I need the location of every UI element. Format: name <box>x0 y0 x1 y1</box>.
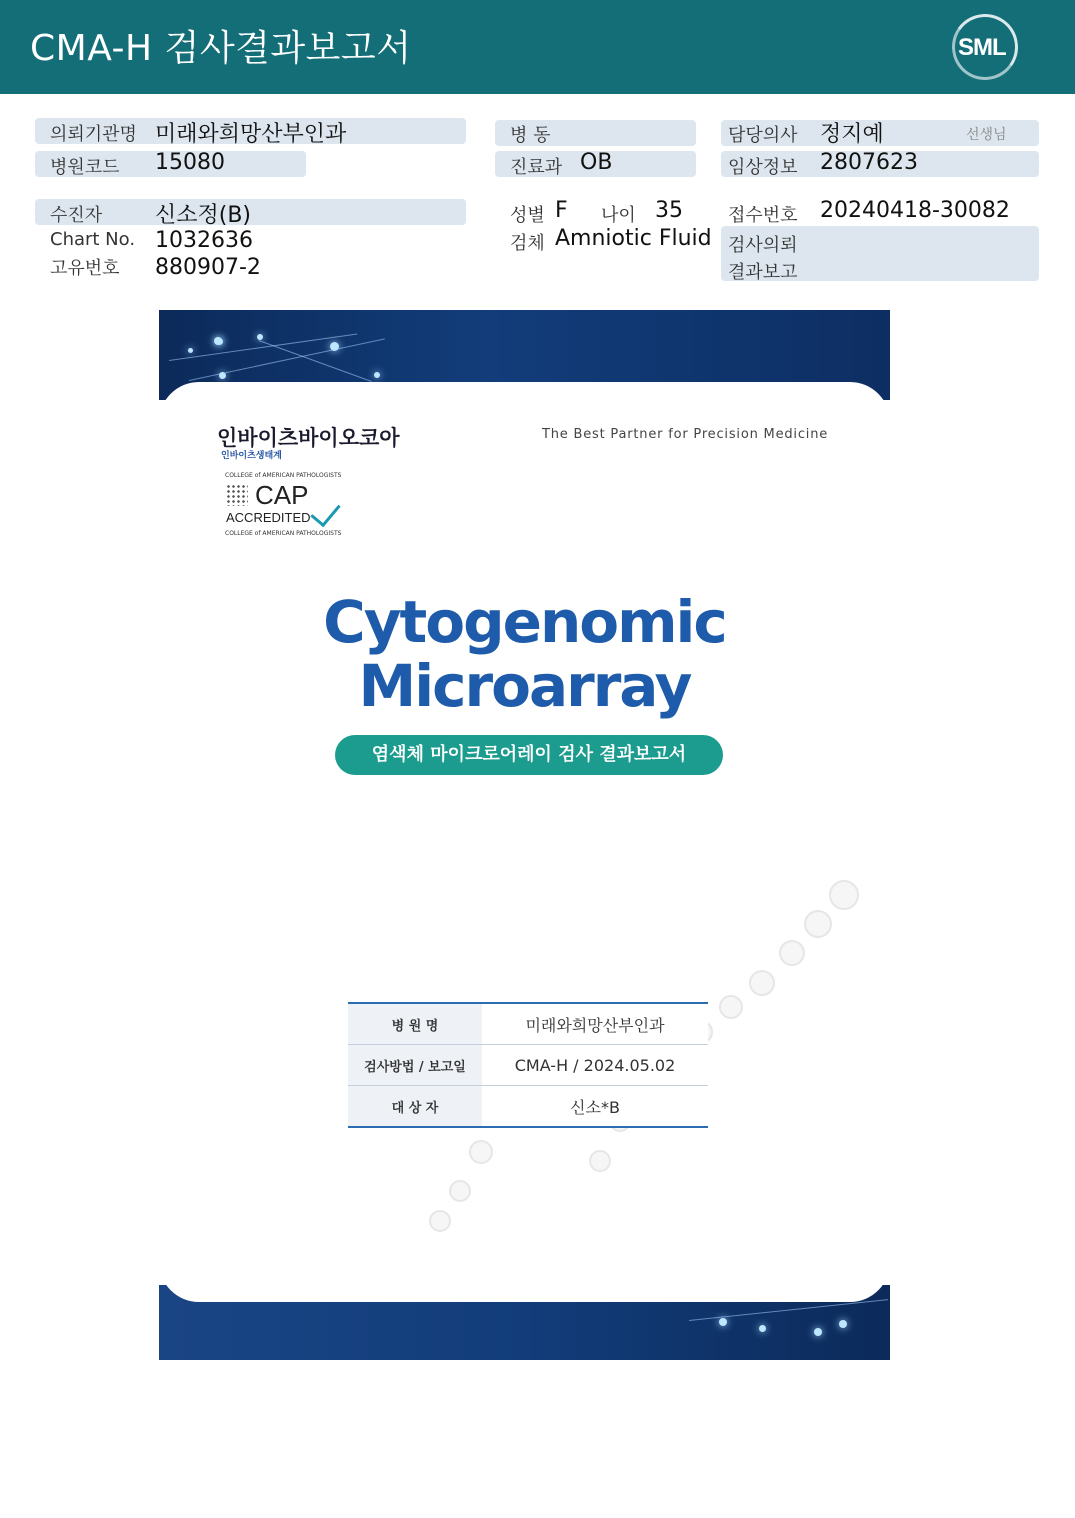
inviz-brand: 인바이츠바이오코아 <box>217 426 400 450</box>
table-header-cell: 검사방법 / 보고일 <box>348 1045 482 1085</box>
table-header-cell: 대 상 자 <box>348 1086 482 1126</box>
table-row <box>348 1044 708 1085</box>
sex-label: 성별 <box>510 205 545 226</box>
report-label: 결과보고 <box>728 262 798 283</box>
dept-value: OB <box>580 150 613 175</box>
receipt-value: 20240418-30082 <box>820 198 1010 223</box>
chart-value: 1032636 <box>155 228 253 253</box>
cover-page <box>159 310 890 1360</box>
specimen-value: Amniotic Fluid <box>555 226 712 251</box>
hospital-label: 의뢰기관명 <box>50 124 137 145</box>
table-row <box>348 1004 708 1044</box>
title-line-2: Microarray <box>358 652 691 720</box>
patient-label: 수진자 <box>50 205 103 226</box>
receipt-label: 접수번호 <box>728 205 798 226</box>
report-title: CMA-H 검사결과보고서 <box>30 28 412 69</box>
tagline: The Best Partner for Precision Medicine <box>542 427 829 442</box>
subtitle-badge: 염색체 마이크로어레이 검사 결과보고서 <box>335 735 723 775</box>
hospital-code-label: 병원코드 <box>50 157 120 178</box>
table-row <box>348 1085 708 1126</box>
table-value-cell: 미래와희망산부인과 <box>482 1004 708 1044</box>
cap-accredited-logo: COLLEGE of AMERICAN PATHOLOGISTS CAP ACCREDITED COLLEGE of AMERICAN PATHOLOGISTS <box>225 472 342 537</box>
doctor-label: 담당의사 <box>728 125 798 146</box>
doctor-suffix: 선생님 <box>966 127 1007 143</box>
sml-logo-text: SML <box>958 34 1006 61</box>
title-line-1: Cytogenomic <box>323 588 726 656</box>
ward-label: 병 동 <box>510 125 551 146</box>
summary-table <box>348 1002 708 1128</box>
patient-value: 신소정(B) <box>155 203 252 228</box>
doctor-value: 정지예 <box>820 122 884 147</box>
checkmark-icon <box>310 496 340 528</box>
age-value: 35 <box>655 198 683 223</box>
dept-label: 진료과 <box>510 157 563 178</box>
sml-logo <box>952 14 1018 78</box>
inviz-brand-sub: 인바이츠생태계 <box>221 451 282 461</box>
table-header-cell: 병 원 명 <box>348 1004 482 1044</box>
table-value-cell: 신소*B <box>482 1086 708 1126</box>
chart-label: Chart No. <box>50 229 136 250</box>
request-label: 검사의뢰 <box>728 235 798 256</box>
clinical-value: 2807623 <box>820 150 918 175</box>
unique-value: 880907-2 <box>155 255 261 280</box>
table-value-cell: CMA-H / 2024.05.02 <box>482 1045 708 1085</box>
cap-dots-icon <box>226 484 248 506</box>
clinical-label: 임상정보 <box>728 157 798 178</box>
hospital-code-value: 15080 <box>155 150 225 175</box>
specimen-label: 검체 <box>510 233 545 254</box>
sex-value: F <box>555 198 568 223</box>
age-label: 나이 <box>601 205 636 226</box>
unique-label: 고유번호 <box>50 258 120 279</box>
report-header <box>0 0 1075 94</box>
hospital-value: 미래와희망산부인과 <box>155 122 347 147</box>
